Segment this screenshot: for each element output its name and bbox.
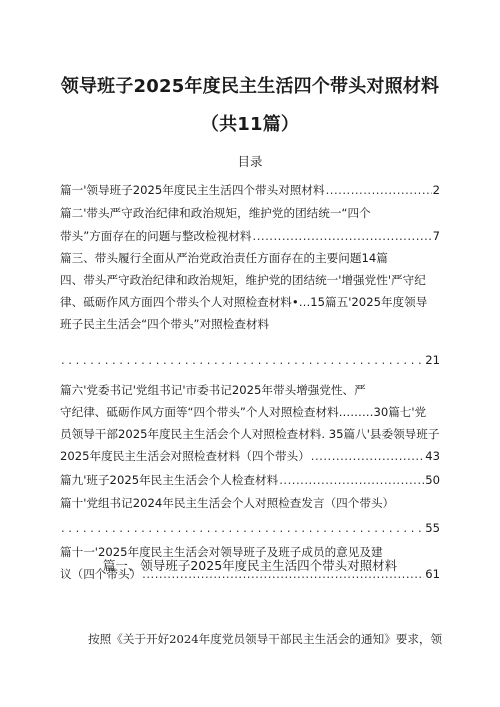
body-paragraph: 按照《关于开好2024年度党员领导干部民主生活会的通知》要求，领 — [88, 632, 443, 646]
toc-entry-text: 2025年度民主生活会对照检查材料（四个带头） — [60, 449, 310, 463]
toc-entry-2-cont[interactable] — [60, 226, 440, 246]
toc-entry-9[interactable] — [60, 470, 440, 490]
toc-entry-text: 律、砥砺作风方面四个带头个人对照检查材料•…15篇五'2025年度领导 — [60, 295, 428, 309]
toc-entry-10-page[interactable] — [60, 518, 440, 538]
toc-entry-10[interactable] — [60, 493, 440, 513]
document-title: 领导班子2025年度民主生活四个带头对照材料 — [60, 76, 440, 97]
document-subtitle: （共11篇） — [200, 114, 300, 135]
toc-entry-text: 篇十'党组书记2024年民主生活会个人对照检查发言（四个带头） — [60, 496, 395, 510]
toc-leader-dots — [61, 518, 424, 538]
toc-page-number: 2 — [432, 183, 440, 197]
toc-entry-text: 员领导干部2025年度民主生活会个人对照检查材料. 35篇八'县委领导班子 — [60, 427, 440, 441]
section-title: 篇一、领导班子2025年度民主生活四个带头对照材料 — [102, 558, 398, 573]
toc-page-number: 50 — [425, 473, 440, 487]
toc-page-number: 61 — [425, 567, 440, 581]
toc-leader-dots — [311, 446, 424, 466]
toc-entry-8[interactable] — [60, 446, 440, 466]
toc-leader-dots — [326, 180, 432, 200]
toc-page-number: 21 — [425, 353, 440, 367]
toc-entry-5-page[interactable] — [60, 350, 440, 370]
toc-entry-text: 篇一'领导班子2025年度民主生活四个带头对照材料 — [60, 183, 325, 197]
toc-entry-6-cont[interactable] — [60, 402, 440, 422]
toc-entry-text: 篇六'党委书记'党组书记'市委书记2025年带头增强党性、严 — [60, 383, 366, 397]
toc-page-number: 55 — [425, 521, 440, 535]
toc-entry-text: 议（四个带头） — [60, 567, 142, 581]
toc-entry-text: 四、带头严守政治纪律和政治规矩，维护党的团结统一'增强党性'严守纪 — [60, 273, 426, 287]
toc-entry-text: 篇二'带头严守政治纪律和政治规矩，维护党的团结统一“四个 — [60, 206, 371, 220]
toc-heading: 目录 — [237, 154, 263, 169]
toc-entry-text: 守纪律、砥砺作风方面等“四个带头”个人对照检查材料………30篇七'党 — [60, 405, 427, 419]
toc-entry-text: 班子民主生活会“四个带头”对照检查材料 — [60, 317, 270, 331]
toc-entry-5[interactable] — [60, 314, 440, 334]
toc-entry-2[interactable] — [60, 203, 440, 223]
toc-entry-text: 篇九'班子2025年民主生活会个人检查材料 — [60, 473, 279, 487]
toc-entry-text: 篇三、带头履行全面从严治党政治责任方面存在的主要问题14篇 — [60, 251, 388, 265]
toc-entry-text: 篇十一'2025年度民主生活会对领导班子及班子成员的意见及建 — [60, 545, 383, 559]
toc-entry-4-cont[interactable] — [60, 292, 440, 312]
toc-page-number: 7 — [432, 229, 440, 243]
toc-leader-dots — [253, 226, 432, 246]
toc-entry-7[interactable] — [60, 424, 440, 444]
toc-leader-dots — [61, 350, 424, 370]
toc-leader-dots — [279, 470, 424, 490]
toc-entry-3[interactable] — [60, 248, 440, 268]
toc-page-number: 43 — [425, 449, 440, 463]
toc-entry-text: 带头”方面存在的问题与整改检视材料 — [60, 229, 252, 243]
toc-entry-1[interactable] — [60, 180, 440, 200]
toc-entry-6[interactable] — [60, 380, 440, 400]
toc-entry-4[interactable] — [60, 270, 440, 290]
